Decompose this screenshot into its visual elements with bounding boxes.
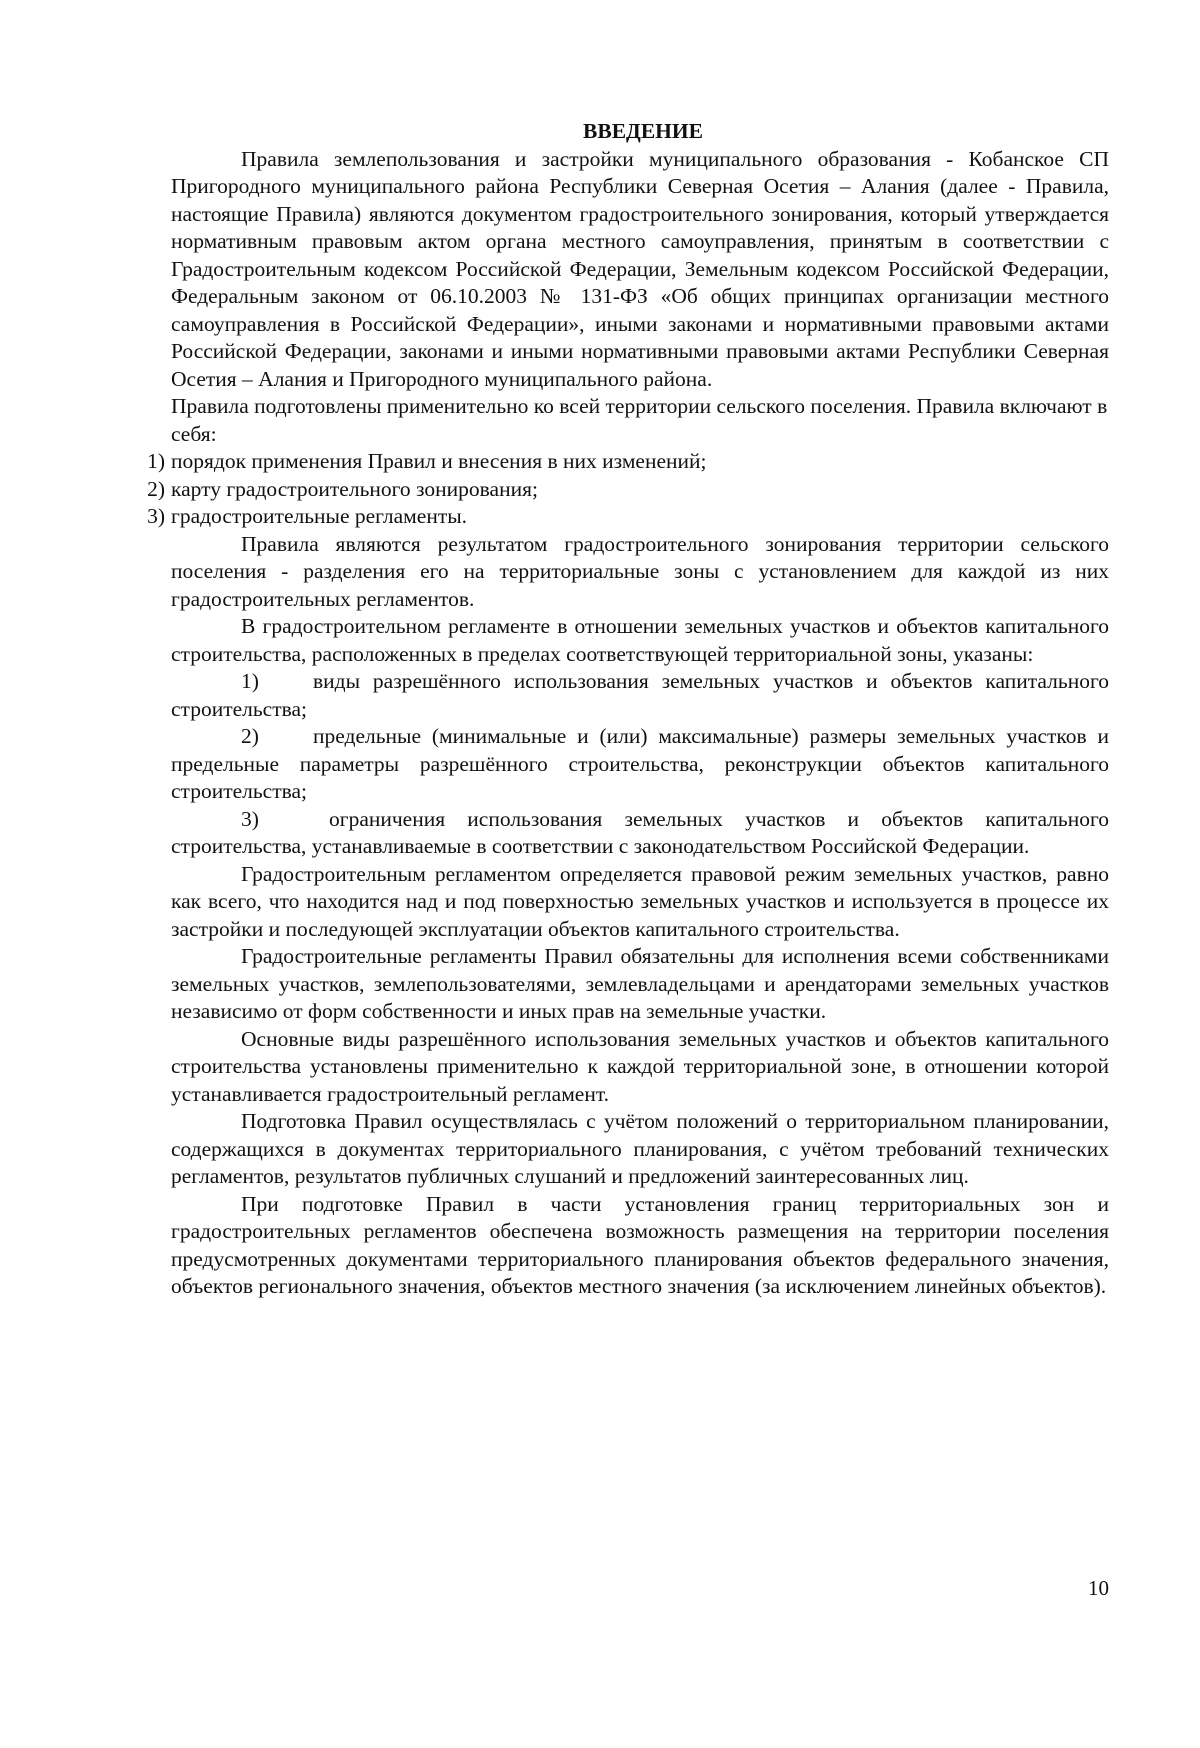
list-item-text: градостроительные регламенты. xyxy=(171,504,468,528)
list-item xyxy=(171,668,1109,723)
list-item-number: 3) xyxy=(241,806,259,831)
preparation-paragraph: Подготовка Правил осуществлялась с учётом положений о территориальном планировании, содержащихся в документах территориального планирования, с учётом требований технических регламентов, результатов публичных слушаний и предложений заинтересованных лиц. xyxy=(171,1109,1109,1188)
regulation-list xyxy=(171,668,1109,861)
list-item xyxy=(147,448,1109,476)
list-item-text: карту градостроительного зонирования; xyxy=(171,476,538,501)
boundaries-paragraph: При подготовке Правил в части установления границ территориальных зон и градостроительных регламентов обеспечена возможность размещения на территории поселения предусмотренных документами территориального планирования объектов федерального значения, объектов регионального значения, объектов местного значения (за исключением линейных объектов). xyxy=(171,1191,1109,1298)
includes-list xyxy=(147,448,1109,531)
result-paragraph: Правила являются результатом градостроительного зонирования территории сельского поселения - разделения его на территориальные зоны с установлением для каждой из них градостроительных регламентов. xyxy=(171,531,1109,611)
list-item-number: 1) xyxy=(241,669,259,693)
list-item-number: 2) xyxy=(147,476,165,501)
list-item xyxy=(171,806,1109,861)
list-item-text: порядок применения Правил и внесения в них изменений; xyxy=(171,449,707,473)
list-item xyxy=(147,503,1109,531)
regulation-paragraph: В градостроительном регламенте в отношении земельных участков и объектов капитального строительства, расположенных в пределах соответствующей территориальной зоны, указаны: xyxy=(171,614,1109,666)
list-item-number: 3) xyxy=(147,504,165,528)
includes-intro-paragraph: Правила подготовлены применительно ко всей территории сельского поселения. Правила включают в себя: xyxy=(171,394,1108,446)
list-item-number: 2) xyxy=(241,724,259,748)
legal-regime-paragraph: Градостроительным регламентом определяется правовой режим земельных участков, равно как всего, что находится над и под поверхностью земельных участков и используется в процессе их застройки и последующей эксплуатации объектов капитального строительства. xyxy=(171,861,1109,941)
intro-paragraph: Правила землепользования и застройки муниципального образования - Кобанское СП Пригородного муниципального района Республики Северная Осетия – Алания (далее - Правила, настоящие Правила) являются документом градостроительного зонирования, который утверждается нормативным правовым актом органа местного самоуправления, принятым в соответствии с Градостроительным кодексом Российской Федерации, Земельным кодексом Российской Федерации, Федеральным законом от 06.10.2003 № 131-ФЗ «Об общих принципах организации местного самоуправления в Российской Федерации», иными законами и нормативными правовыми актами Российской Федерации, законами и иными нормативными правовыми актами Республики Северная Осетия – Алания и Пригородного муниципального района. xyxy=(171,146,1109,391)
document-body xyxy=(147,118,1109,1301)
list-item-number: 1) xyxy=(147,449,165,473)
page-number: 10 xyxy=(1088,1576,1109,1600)
list-item xyxy=(171,723,1109,806)
list-item xyxy=(147,476,1109,504)
document-title: ВВЕДЕНИЕ xyxy=(583,119,703,143)
list-item-text: виды разрешённого использования земельных участков и объектов капитального строительства; xyxy=(171,669,1109,721)
mandatory-paragraph: Градостроительные регламенты Правил обязательны для исполнения всеми собственниками земельных участков, землепользователями, землевладельцами и арендаторами земельных участков независимо от форм собственности и иных прав на земельные участки. xyxy=(171,944,1109,1023)
list-item-text: ограничения использования земельных участков и объектов капитального строительства, устанавливаемые в соответствии с законодательством Российской Федерации. xyxy=(171,806,1109,858)
main-types-paragraph: Основные виды разрешённого использования земельных участков и объектов капитального строительства установлены применительно к каждой территориальной зоне, в отношении которой устанавливается градостроительный регламент. xyxy=(171,1026,1109,1106)
list-item-text: предельные (минимальные и (или) максимальные) размеры земельных участков и предельные параметры разрешённого строительства, реконструкции объектов капитального строительства; xyxy=(171,724,1109,803)
